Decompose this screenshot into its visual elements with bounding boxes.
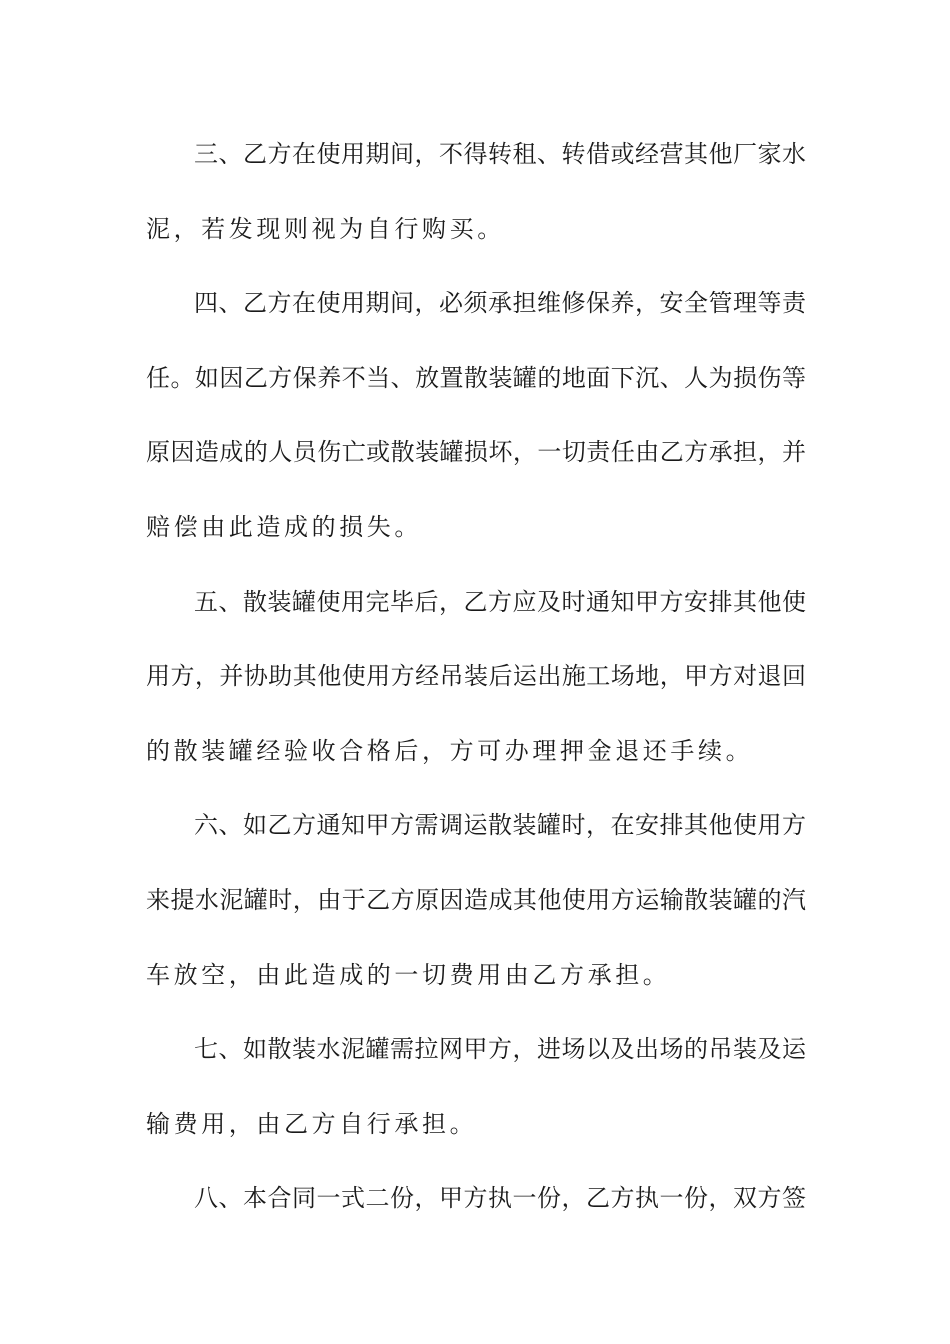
paragraph-4-line-4: 赔偿由此造成的损失。 xyxy=(146,512,422,541)
paragraph-6-line-2: 来提水泥罐时，由于乙方原因造成其他使用方运输散装罐的汽 xyxy=(146,885,806,914)
paragraph-5-line-3: 的散装罐经验收合格后，方可办理押金退还手续。 xyxy=(146,736,754,765)
paragraph-3-line-1: 三、乙方在使用期间，不得转租、转借或经营其他厂家水 xyxy=(194,140,806,168)
paragraph-4-line-2: 任。如因乙方保养不当、放置散装罐的地面下沉、人为损伤等 xyxy=(146,363,806,392)
paragraph-5-line-1: 五、散装罐使用完毕后，乙方应及时通知甲方安排其他使 xyxy=(194,587,806,616)
paragraph-5-line-2: 用方，并协助其他使用方经吊装后运出施工场地，甲方对退回 xyxy=(146,662,806,691)
paragraph-4-line-1: 四、乙方在使用期间，必须承担维修保养，安全管理等责 xyxy=(194,289,806,318)
paragraph-4-line-3: 原因造成的人员伤亡或散装罐损坏，一切责任由乙方承担，并 xyxy=(146,438,806,467)
paragraph-6-line-3: 车放空，由此造成的一切费用由乙方承担。 xyxy=(146,960,671,989)
contract-body xyxy=(146,124,806,1243)
paragraph-3-line-2: 泥，若发现则视为自行购买。 xyxy=(146,214,505,243)
paragraph-6-line-1: 六、如乙方通知甲方需调运散装罐时，在安排其他使用方 xyxy=(194,811,806,840)
paragraph-7-line-2: 输费用，由乙方自行承担。 xyxy=(146,1109,478,1138)
paragraph-7-line-1: 七、如散装水泥罐需拉网甲方，进场以及出场的吊装及运 xyxy=(194,1035,806,1064)
paragraph-8-line-1: 八、本合同一式二份，甲方执一份，乙方执一份，双方签 xyxy=(194,1184,806,1213)
